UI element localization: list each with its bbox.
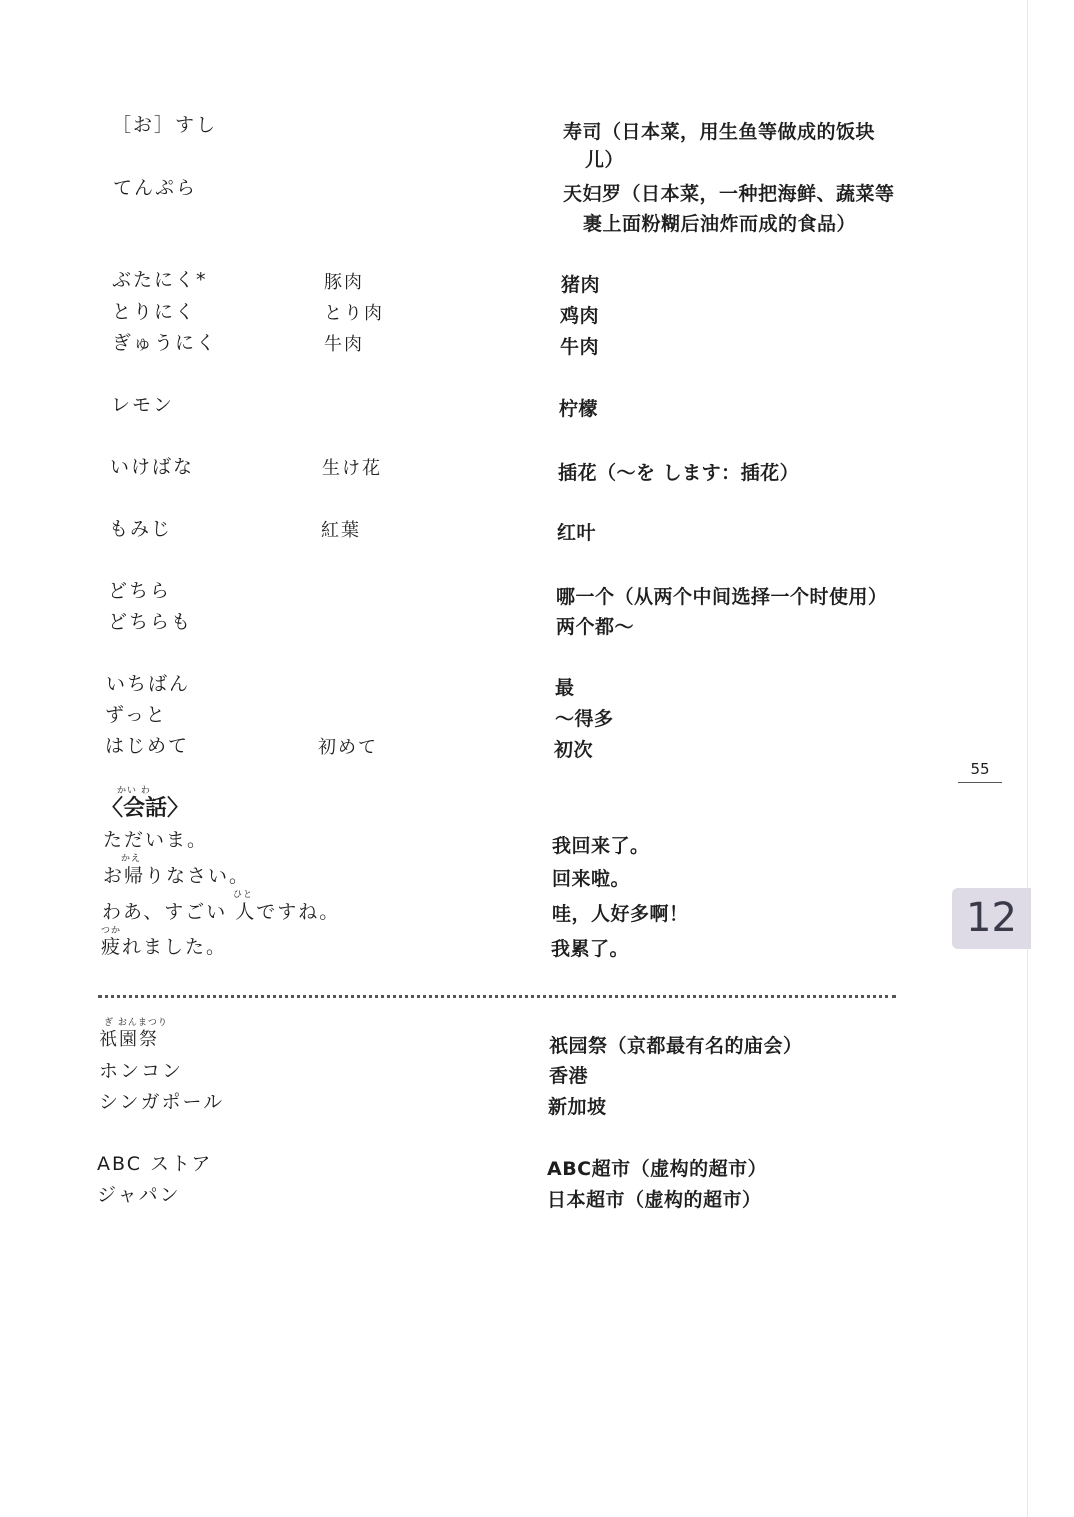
vocab-meaning: 鸡肉 <box>560 305 600 327</box>
dialogue-cn: 我回来了。 <box>552 835 650 857</box>
proper-noun-jp: 祇園祭 <box>99 1029 159 1050</box>
proper-noun-jp: ABC ストア <box>97 1153 213 1175</box>
vocab-kana: レモン <box>111 394 175 416</box>
vocab-kana: もみじ <box>109 518 173 540</box>
ruby-text: つか <box>101 926 122 936</box>
chapter-number: 12 <box>966 895 1017 941</box>
vocab-meaning: 哪一个（从两个中间选择一个时使用） <box>556 586 888 608</box>
vocab-kanji: 生け花 <box>322 458 382 479</box>
proper-noun-jp: ホンコン <box>99 1060 184 1082</box>
dialogue-jp: 疲れました。 <box>101 936 228 958</box>
vocab-meaning: 最 <box>555 677 575 699</box>
vocab-kana: ［お］すし <box>112 114 218 136</box>
vocab-kana: どちらも <box>108 611 193 633</box>
dialogue-cn: 哇，人好多啊！ <box>552 903 689 925</box>
vocab-meaning: 猪肉 <box>561 274 601 296</box>
vocab-meaning-cont: 裹上面粉糊后油炸而成的食品） <box>583 213 857 235</box>
vocab-meaning: ～得多 <box>555 708 614 730</box>
vocab-kana: ぎゅうにく <box>112 332 218 354</box>
page-edge-line <box>1027 0 1028 1517</box>
vocab-kana: どちら <box>108 580 172 602</box>
dialogue-jp: わあ、すごい 人ですね。 <box>102 901 341 923</box>
vocab-meaning: 两个都～ <box>556 616 635 638</box>
chapter-tab <box>952 888 1031 949</box>
proper-noun-cn: 新加坡 <box>548 1096 607 1118</box>
proper-noun-jp: ジャパン <box>97 1184 181 1206</box>
vocab-kanji: 初めて <box>318 737 378 758</box>
vocab-kanji: 豚肉 <box>324 272 364 293</box>
proper-noun-jp: シンガポール <box>99 1091 225 1113</box>
vocab-kanji: 牛肉 <box>324 334 364 355</box>
page-number: 55 <box>958 760 1002 783</box>
vocab-meaning: 红叶 <box>557 522 597 544</box>
proper-noun-cn: 香港 <box>549 1065 589 1087</box>
proper-noun-cn: 日本超市（虚构的超市） <box>547 1189 762 1211</box>
vocab-meaning: 插花（～を します：插花） <box>558 462 800 484</box>
vocab-kanji: 紅葉 <box>321 520 361 541</box>
vocab-meaning: 寿司（日本菜，用生鱼等做成的饭块 <box>563 121 876 143</box>
vocab-kana: いけばな <box>110 456 195 478</box>
vocab-kana: てんぷら <box>113 177 198 199</box>
vocab-kana: いちばん <box>106 673 191 695</box>
vocab-meaning: 初次 <box>554 739 594 761</box>
vocab-meaning: 天妇罗（日本菜，一种把海鲜、蔬菜等 <box>563 183 895 205</box>
dialogue-jp: お帰りなさい。 <box>103 865 251 887</box>
section-title-ruby: かい わ <box>117 786 151 796</box>
vocab-kana: はじめて <box>105 735 190 757</box>
vocab-meaning-cont: 儿） <box>585 149 625 171</box>
dialogue-jp: ただいま。 <box>103 829 209 851</box>
ruby-text: ひと <box>233 890 254 900</box>
vocab-kana: ぶたにく* <box>112 269 208 291</box>
vocab-meaning: 牛肉 <box>560 336 600 358</box>
dotted-divider <box>98 995 896 998</box>
vocab-meaning: 柠檬 <box>559 398 599 420</box>
vocab-kana: とりにく <box>112 301 197 323</box>
vocab-kanji: とり肉 <box>324 303 384 324</box>
dialogue-cn: 回来啦。 <box>552 868 631 890</box>
proper-noun-cn: 祇园祭（京都最有名的庙会） <box>549 1035 803 1057</box>
vocab-kana: ずっと <box>105 704 167 726</box>
section-title: 〈会話〉 <box>101 796 190 821</box>
ruby-text: ぎ おんまつり <box>104 1018 168 1028</box>
proper-noun-cn: ABC超市（虚构的超市） <box>547 1158 768 1180</box>
dialogue-cn: 我累了。 <box>551 938 630 960</box>
ruby-text: かえ <box>121 854 142 864</box>
